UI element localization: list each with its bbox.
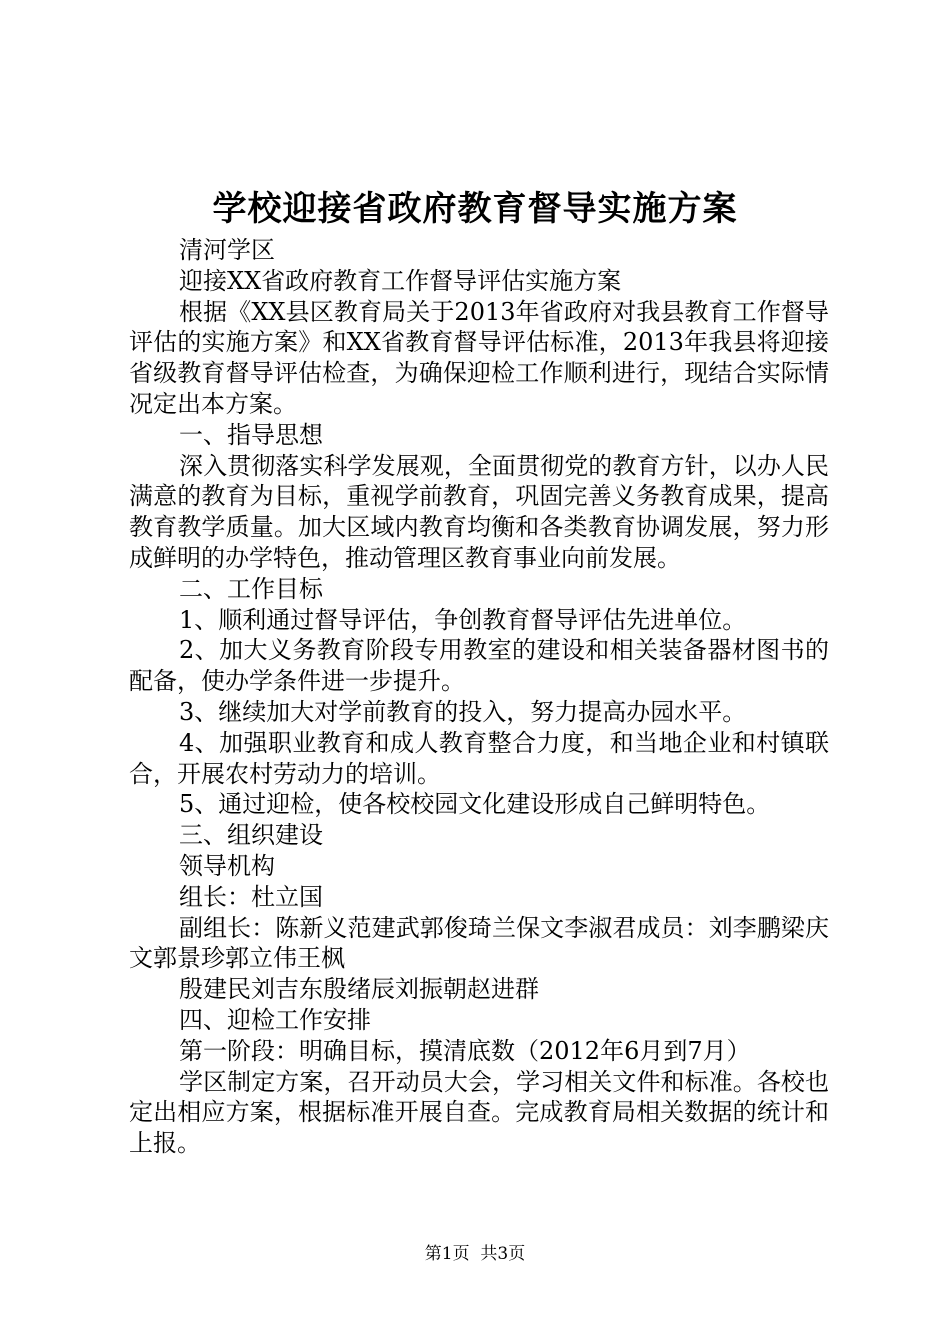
heading-organization: 三、组织建设 (179, 821, 323, 850)
page-number: 第1页 (424, 1244, 470, 1264)
heading-guiding-ideology: 一、指导思想 (179, 420, 323, 449)
page-footer (0, 1242, 950, 1266)
paragraph-members: 殷建民刘吉东殷绪辰刘振朝赵进群 (179, 975, 539, 1004)
paragraph-plan-name: 迎接XX省政府教育工作督导评估实施方案 (179, 266, 622, 295)
paragraph-leadership: 领导机构 (179, 851, 275, 880)
heading-inspection-schedule: 四、迎检工作安排 (179, 1005, 371, 1034)
paragraph-team-leader: 组长：杜立国 (179, 882, 323, 911)
paragraph-goal-2: 2、加大义务教育阶段专用教室的建设和相关装备器材图书的配备，使办学条件进一步提升。 (129, 636, 829, 696)
page-total: 共3页 (480, 1244, 526, 1264)
paragraph-basis: 根据《XX县区教育局关于2013年省政府对我县教育工作督导评估的实施方案》和XX省教育督导评估标准，2013年我县将迎接省级教育督导评估检查，为确保迎检工作顺利进行，现结合实际情况定出本方案。 (129, 297, 829, 418)
paragraph-phase-1-detail: 学区制定方案，召开动员大会，学习相关文件和标准。各校也定出相应方案，根据标准开展自查。完成教育局相关数据的统计和上报。 (129, 1067, 829, 1158)
paragraph-guiding-ideology: 深入贯彻落实科学发展观，全面贯彻党的教育方针，以办人民满意的教育为目标，重视学前教育，巩固完善义务教育成果，提高教育教学质量。加大区域内教育均衡和各类教育协调发展，努力形成鲜明的办学特色，推动管理区教育事业向前发展。 (129, 451, 829, 572)
paragraph-goal-1: 1、顺利通过督导评估，争创教育督导评估先进单位。 (179, 605, 747, 634)
paragraph-phase-1: 第一阶段：明确目标，摸清底数（2012年6月到7月） (179, 1036, 751, 1065)
paragraph-district: 清河学区 (179, 236, 275, 264)
document-body (129, 235, 829, 1159)
paragraph-goal-5: 5、通过迎检，使各校校园文化建设形成自己鲜明特色。 (179, 790, 771, 819)
document-title: 学校迎接省政府教育督导实施方案 (212, 189, 738, 229)
paragraph-goal-4: 4、加强职业教育和成人教育整合力度，和当地企业和村镇联合，开展农村劳动力的培训。 (129, 728, 829, 788)
paragraph-goal-3: 3、继续加大对学前教育的投入，努力提高办园水平。 (179, 697, 747, 726)
paragraph-deputy-leaders: 副组长：陈新义范建武郭俊琦兰保文李淑君成员：刘李鹏梁庆文郭景珍郭立伟王枫 (129, 913, 829, 973)
heading-work-goals: 二、工作目标 (179, 574, 323, 603)
